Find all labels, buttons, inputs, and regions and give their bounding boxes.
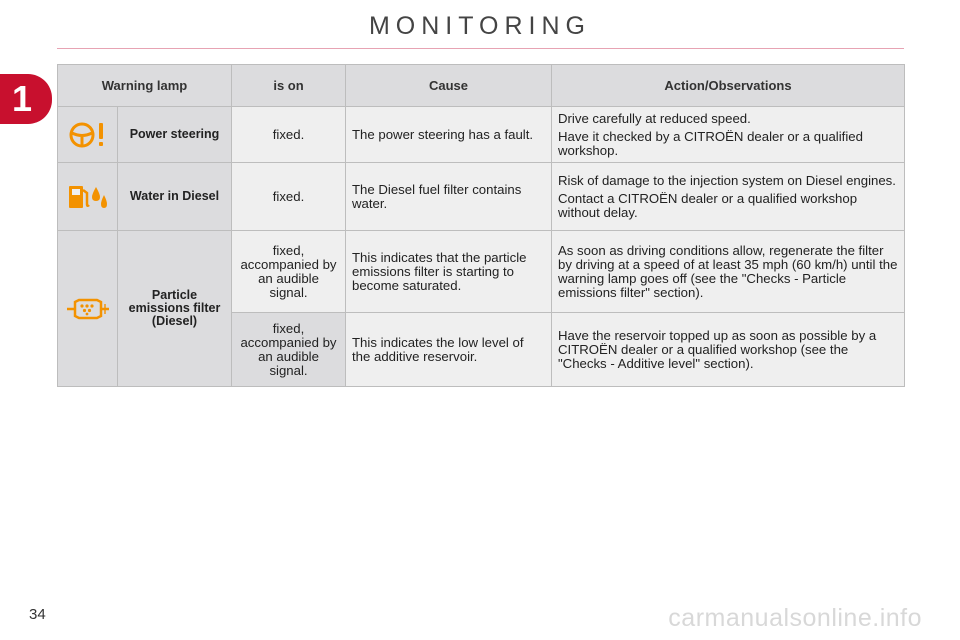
warning-lamp-cell — [58, 231, 118, 387]
page-number: 34 — [29, 606, 46, 623]
is-on-cell: fixed, accompanied by an audible signal. — [232, 313, 346, 387]
table-row — [58, 163, 905, 231]
column-header-action: Action/Observations — [552, 65, 905, 107]
action-text: Have the reservoir topped up as soon as possible by a CITROËN dealer or a qualified workshop (see the "Checks - Additive level" section). — [558, 327, 877, 371]
steering-wheel-warning-icon — [67, 119, 109, 151]
action-cell — [552, 313, 905, 387]
watermark: carmanualsonline.info — [668, 604, 922, 632]
title-divider — [57, 48, 904, 49]
action-cell — [552, 231, 905, 313]
particle-filter-icon — [65, 295, 111, 323]
cause-cell: This indicates that the particle emissions filter is starting to become saturated. — [346, 231, 552, 313]
action-text: As soon as driving conditions allow, regenerate the filter by driving at a speed of at least 35 mph (60 km/h) until the warning lamp goes off (see the "Checks - Particle emissions filter" section). — [558, 242, 898, 300]
warning-lamp-table — [57, 64, 905, 387]
warning-lamp-name: Power steering — [118, 107, 232, 163]
action-cell — [552, 163, 905, 231]
column-header-warning-lamp: Warning lamp — [58, 65, 232, 107]
is-on-cell: fixed, accompanied by an audible signal. — [232, 231, 346, 313]
action-text: Risk of damage to the injection system on Diesel engines. — [558, 172, 896, 188]
warning-lamp-cell — [58, 107, 118, 163]
is-on-cell: fixed. — [232, 163, 346, 231]
warning-lamp-name: Water in Diesel — [118, 163, 232, 231]
page-title: MONITORING — [368, 12, 592, 40]
cause-cell: This indicates the low level of the additive reservoir. — [346, 313, 552, 387]
table-header-row — [58, 65, 905, 107]
is-on-cell: fixed. — [232, 107, 346, 163]
chapter-tab[interactable]: 1 — [0, 74, 52, 124]
cause-cell: The power steering has a fault. — [346, 107, 552, 163]
cause-cell: The Diesel fuel filter contains water. — [346, 163, 552, 231]
action-text: Drive carefully at reduced speed. — [558, 110, 751, 126]
table-row — [58, 231, 905, 313]
table-row — [58, 107, 905, 163]
warning-lamp-name: Particle emissions filter (Diesel) — [118, 231, 232, 387]
action-text: Contact a CITROËN dealer or a qualified workshop without delay. — [558, 190, 858, 220]
warning-lamp-cell — [58, 163, 118, 231]
column-header-cause: Cause — [346, 65, 552, 107]
action-text: Have it checked by a CITROËN dealer or a qualified workshop. — [558, 128, 863, 158]
action-cell — [552, 107, 905, 163]
column-header-is-on: is on — [232, 65, 346, 107]
fuel-pump-water-icon — [65, 181, 111, 213]
